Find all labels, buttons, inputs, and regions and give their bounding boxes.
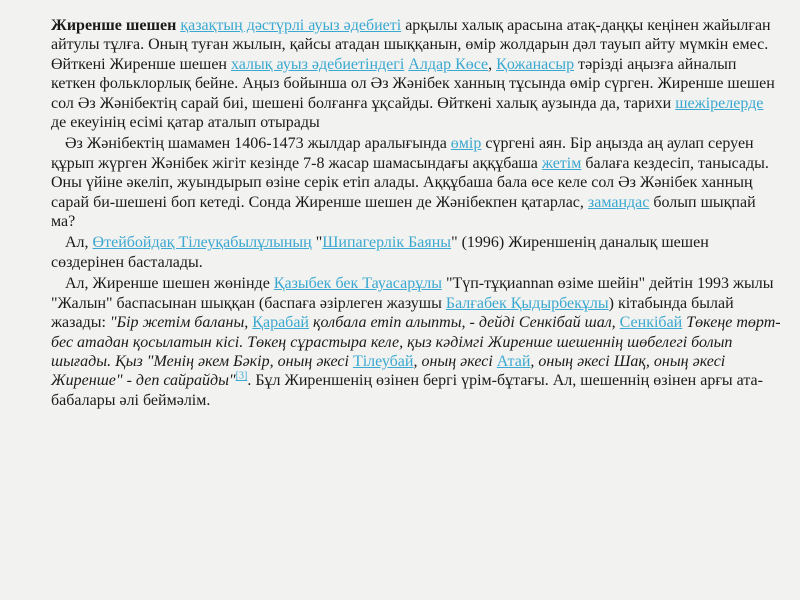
text-span: " (1996) Жиреншенің даналық шешен сөздерінен басталады. bbox=[51, 234, 709, 271]
link-tileubai[interactable]: Тілеубай bbox=[352, 352, 414, 370]
text-span: , bbox=[488, 55, 497, 73]
italic-span: , оның әкесі bbox=[413, 352, 497, 370]
text-span: де екеуінің есімі қатар аталып отырады bbox=[51, 114, 320, 132]
italic-span: қолбала етіп алыпты, - дейді Сенкібай шал, bbox=[308, 314, 620, 332]
text-span: " bbox=[311, 234, 323, 252]
paragraph-4 bbox=[51, 274, 781, 410]
italic-span: "Бір жетім баланы, bbox=[109, 314, 253, 332]
italic-span: , оның әкесі Шақ, оның әкесі Жиренше" - деп сайрайды" bbox=[51, 352, 726, 390]
text-span: ) кітабында былай жазады: bbox=[51, 294, 734, 332]
link-oteiboidak[interactable]: Өтейбойдақ Тілеуқабылұлының bbox=[92, 234, 312, 252]
text-span: Ал, bbox=[65, 234, 93, 252]
link-senkibai[interactable]: Сенкібай bbox=[619, 314, 683, 332]
italic-span: Төкеңе төрт-бес атадан қосылатын кісі. Төкең сұрастыра келе, қыз кәдімгі Жиренше шешеннің шөбелегі болып шығады. Қыз "Менің әкем Бәкір, оның әкесі bbox=[51, 314, 781, 370]
text-span: Ал, Жиренше шешен жөнінде bbox=[65, 275, 274, 293]
link-folk-oral-literature[interactable]: халық ауыз әдебиетіндегі bbox=[230, 55, 405, 73]
paragraph-3 bbox=[51, 233, 781, 272]
text-span: болып шықпай ма? bbox=[51, 193, 756, 231]
text-span: "Түп-тұқиannan өзіме шейін" дейтін 1993 жылы "Жалын" баспасынан шыққан (баспаға әзірлеген жазушы bbox=[51, 275, 774, 312]
link-kazybek-bek[interactable]: Қазыбек бек Тауасарұлы bbox=[273, 275, 442, 293]
text-span: . Бұл Жиреншенің өзінен бергі үрім-бұтағы. Ал, шешеннің өзінен арғы ата-бабалары әлі беймәлім. bbox=[51, 372, 763, 409]
link-zhetim[interactable]: жетім bbox=[541, 154, 582, 172]
footnote-link-3[interactable]: [3] bbox=[235, 370, 248, 382]
text-span: балаға кездесіп, танысады. Оны үйіне әкеліп, жуындырып өзіне серік етіп алады. Аққұбаша бала өсе келе сол Әз Жәнібек ханның сарай би-шешені боп кетеді. Сонда Жиренше шешен де Жәнібекпен қатарлас, bbox=[51, 154, 769, 211]
link-kazakh-oral-literature[interactable]: қазақтың дәстүрлі ауыз әдебиеті bbox=[180, 17, 402, 34]
text-span: сүргені аян. Бір аңызда аң аулап серуен құрып жүрген Жәнібек жігіт кезінде 7-8 жасар шамасындағы аққұбаша bbox=[51, 135, 754, 172]
paragraph-2 bbox=[51, 134, 781, 231]
bold-name: Жиренше шешен bbox=[51, 17, 177, 34]
text-span: Әз Жәнібектің шамамен 1406-1473 жылдар аралығында bbox=[65, 135, 451, 153]
text-span: тәрізді аңызға айналып кеткен фольклорлық бейне. Аңыз бойынша ол Әз Жәнібек ханның тұсында өмір сүрген. Жиренше шешен сол Әз Жәнібектің сарай биі, шешені болғанға ұқсайды. Өйткені халық аузында да, тарихи bbox=[51, 55, 775, 112]
link-karabai[interactable]: Қарабай bbox=[252, 314, 309, 332]
link-aldar-kose[interactable]: Алдар Көсе bbox=[408, 55, 489, 73]
link-zamandas[interactable]: замандас bbox=[587, 193, 650, 211]
link-balgabek[interactable]: Балғабек Қыдырбекұлы bbox=[445, 294, 609, 312]
link-kozhanasyr[interactable]: Қожанасыр bbox=[496, 55, 575, 73]
link-shipagerlik-bayany[interactable]: Шипагерлік Баяны bbox=[322, 234, 452, 252]
text-span: арқылы халық арасына атақ-даңқы кеңінен жайылған айтулы тұлға. Оның туған жылын, қайсы атадан шыққанын, өмір жолдарын дәл тауып айту мүмкін емес. Өйткені Жиренше шешен bbox=[51, 17, 771, 73]
link-omir[interactable]: өмір bbox=[450, 135, 482, 153]
link-atai[interactable]: Атай bbox=[496, 352, 531, 370]
paragraph-1 bbox=[51, 16, 781, 132]
link-shezhire[interactable]: шежірелерде bbox=[675, 94, 764, 112]
article-text bbox=[51, 16, 781, 412]
